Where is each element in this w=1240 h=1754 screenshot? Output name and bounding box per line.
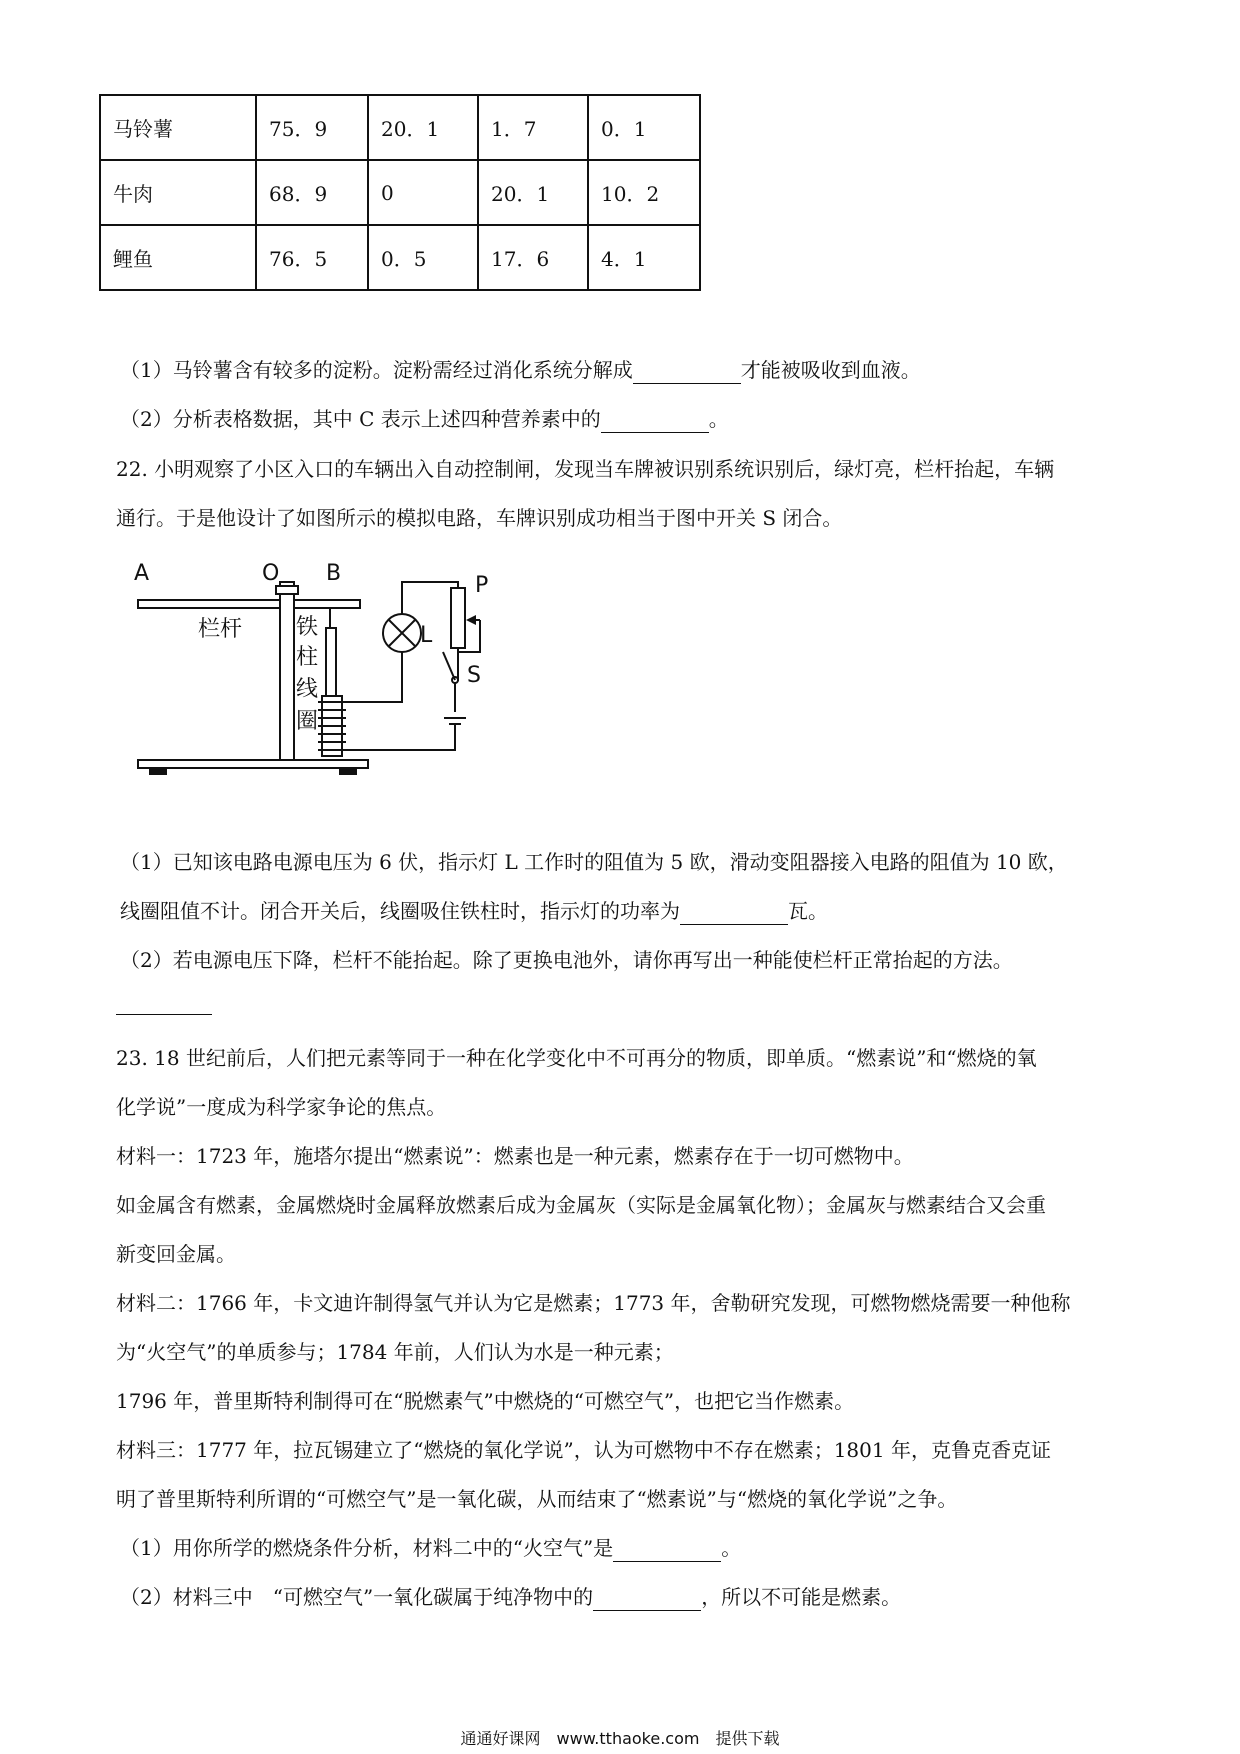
table-row xyxy=(100,225,700,290)
q22-part1-line1: （1）已知该电路电源电压为 6 伏，指示灯 L 工作时的阻值为 5 欧，滑动变阻器接入电路的阻值为 10 欧， xyxy=(120,850,1068,874)
table-cell: 1．7 xyxy=(478,95,588,160)
q21-part1 xyxy=(120,356,921,384)
label-lever: 栏杆 xyxy=(198,617,243,642)
table-cell: 76．5 xyxy=(256,225,368,290)
nutrition-table xyxy=(99,94,701,291)
q21-part2-text: （2）分析表格数据，其中 C 表示上述四种营养素中的 xyxy=(120,407,601,431)
table-cell: 0 xyxy=(368,160,478,225)
material1-line3: 新变回金属。 xyxy=(116,1242,236,1266)
q23-part2 xyxy=(120,1583,901,1611)
table-cell: 0．1 xyxy=(588,95,700,160)
table-row xyxy=(100,95,700,160)
material2-line2: 为“火空气”的单质参与；1784 年前，人们认为水是一种元素； xyxy=(116,1340,674,1364)
label-l: L xyxy=(420,623,433,648)
label-b: B xyxy=(326,561,342,586)
answer-blank[interactable] xyxy=(680,904,788,925)
material1-line2: 如金属含有燃素，金属燃烧时金属释放燃素后成为金属灰（实际是金属氧化物）；金属灰与燃素结合又会重 xyxy=(116,1193,1046,1217)
q23-part2-text: （2）材料三中 “可燃空气”一氧化碳属于纯净物中的 xyxy=(120,1585,594,1609)
food-name-cell: 鲤鱼 xyxy=(100,225,256,290)
label-iron: 铁 xyxy=(296,615,319,640)
label-s: S xyxy=(467,663,481,688)
material1-line1: 材料一：1723 年，施塔尔提出“燃素说”：燃素也是一种元素，燃素存在于一切可燃物中。 xyxy=(116,1144,914,1168)
circuit-diagram xyxy=(130,552,510,782)
table-cell: 20．1 xyxy=(368,95,478,160)
material3-line2: 明了普里斯特利所谓的“可燃空气”是一氧化碳，从而结束了“燃素说”与“燃烧的氧化学说”之争。 xyxy=(116,1487,958,1511)
q23-part1-tail: 。 xyxy=(721,1536,742,1560)
answer-blank[interactable] xyxy=(593,1590,701,1611)
q23-part1-text: （1）用你所学的燃烧条件分析，材料二中的“火空气”是 xyxy=(120,1536,614,1560)
table-cell: 68．9 xyxy=(256,160,368,225)
label-o: O xyxy=(262,561,280,586)
table-cell: 4．1 xyxy=(588,225,700,290)
table-cell: 17．6 xyxy=(478,225,588,290)
q23-part2-tail: ，所以不可能是燃素。 xyxy=(701,1585,902,1609)
table-cell: 75．9 xyxy=(256,95,368,160)
material3-line1: 材料三：1777 年，拉瓦锡建立了“燃烧的氧化学说”，认为可燃物中不存在燃素；1801 年，克鲁克香克证 xyxy=(116,1438,1051,1462)
food-name-cell: 马铃薯 xyxy=(100,95,256,160)
q21-part1-text: （1）马铃薯含有较多的淀粉。淀粉需经过消化系统分解成 xyxy=(120,358,633,382)
q23-part1 xyxy=(120,1534,741,1562)
table-cell: 10．2 xyxy=(588,160,700,225)
q22-part2: （2）若电源电压下降，栏杆不能抬起。除了更换电池外，请你再写出一种能使栏杆正常抬起的方法。 xyxy=(120,948,1013,972)
label-coil: 圈 xyxy=(296,709,319,734)
q21-part2 xyxy=(120,405,729,433)
label-a: A xyxy=(134,561,150,586)
q23-intro-line1: 23. 18 世纪前后，人们把元素等同于一种在化学变化中不可再分的物质，即单质。“燃素说”和“燃烧的氧 xyxy=(116,1046,1037,1070)
material2-line3: 1796 年，普里斯特利制得可在“脱燃素气”中燃烧的“可燃空气”，也把它当作燃素。 xyxy=(116,1389,855,1413)
q21-part1-tail: 才能被吸收到血液。 xyxy=(740,358,921,382)
answer-blank[interactable] xyxy=(613,1541,721,1562)
answer-blank[interactable] xyxy=(116,1014,212,1015)
q22-part1-line2 xyxy=(120,897,828,925)
food-name-cell: 牛肉 xyxy=(100,160,256,225)
answer-blank[interactable] xyxy=(601,412,709,433)
material2-line1: 材料二：1766 年，卡文迪许制得氢气并认为它是燃素；1773 年，舍勒研究发现，可燃物燃烧需要一种他称 xyxy=(116,1291,1071,1315)
q22-intro-line1: 22. 小明观察了小区入口的车辆出入自动控制闸，发现当车牌被识别系统识别后，绿灯亮，栏杆抬起，车辆 xyxy=(116,457,1055,481)
label-wire: 线 xyxy=(296,677,319,702)
q23-intro-line2: 化学说”一度成为科学家争论的焦点。 xyxy=(116,1095,447,1119)
answer-blank[interactable] xyxy=(633,363,741,384)
table-cell: 20．1 xyxy=(478,160,588,225)
label-column: 柱 xyxy=(296,645,319,670)
q21-part2-tail: 。 xyxy=(708,407,729,431)
q22-part1-text: 线圈阻值不计。闭合开关后，线圈吸住铁柱时，指示灯的功率为 xyxy=(120,899,680,923)
table-row xyxy=(100,160,700,225)
label-p: P xyxy=(475,573,489,598)
q22-part1-tail: 瓦。 xyxy=(788,899,828,923)
page-footer: 通通好课网 www.tthaoke.com 提供下载 xyxy=(460,1729,780,1748)
q22-intro-line2: 通行。于是他设计了如图所示的模拟电路，车牌识别成功相当于图中开关 S 闭合。 xyxy=(116,506,843,530)
table-cell: 0．5 xyxy=(368,225,478,290)
